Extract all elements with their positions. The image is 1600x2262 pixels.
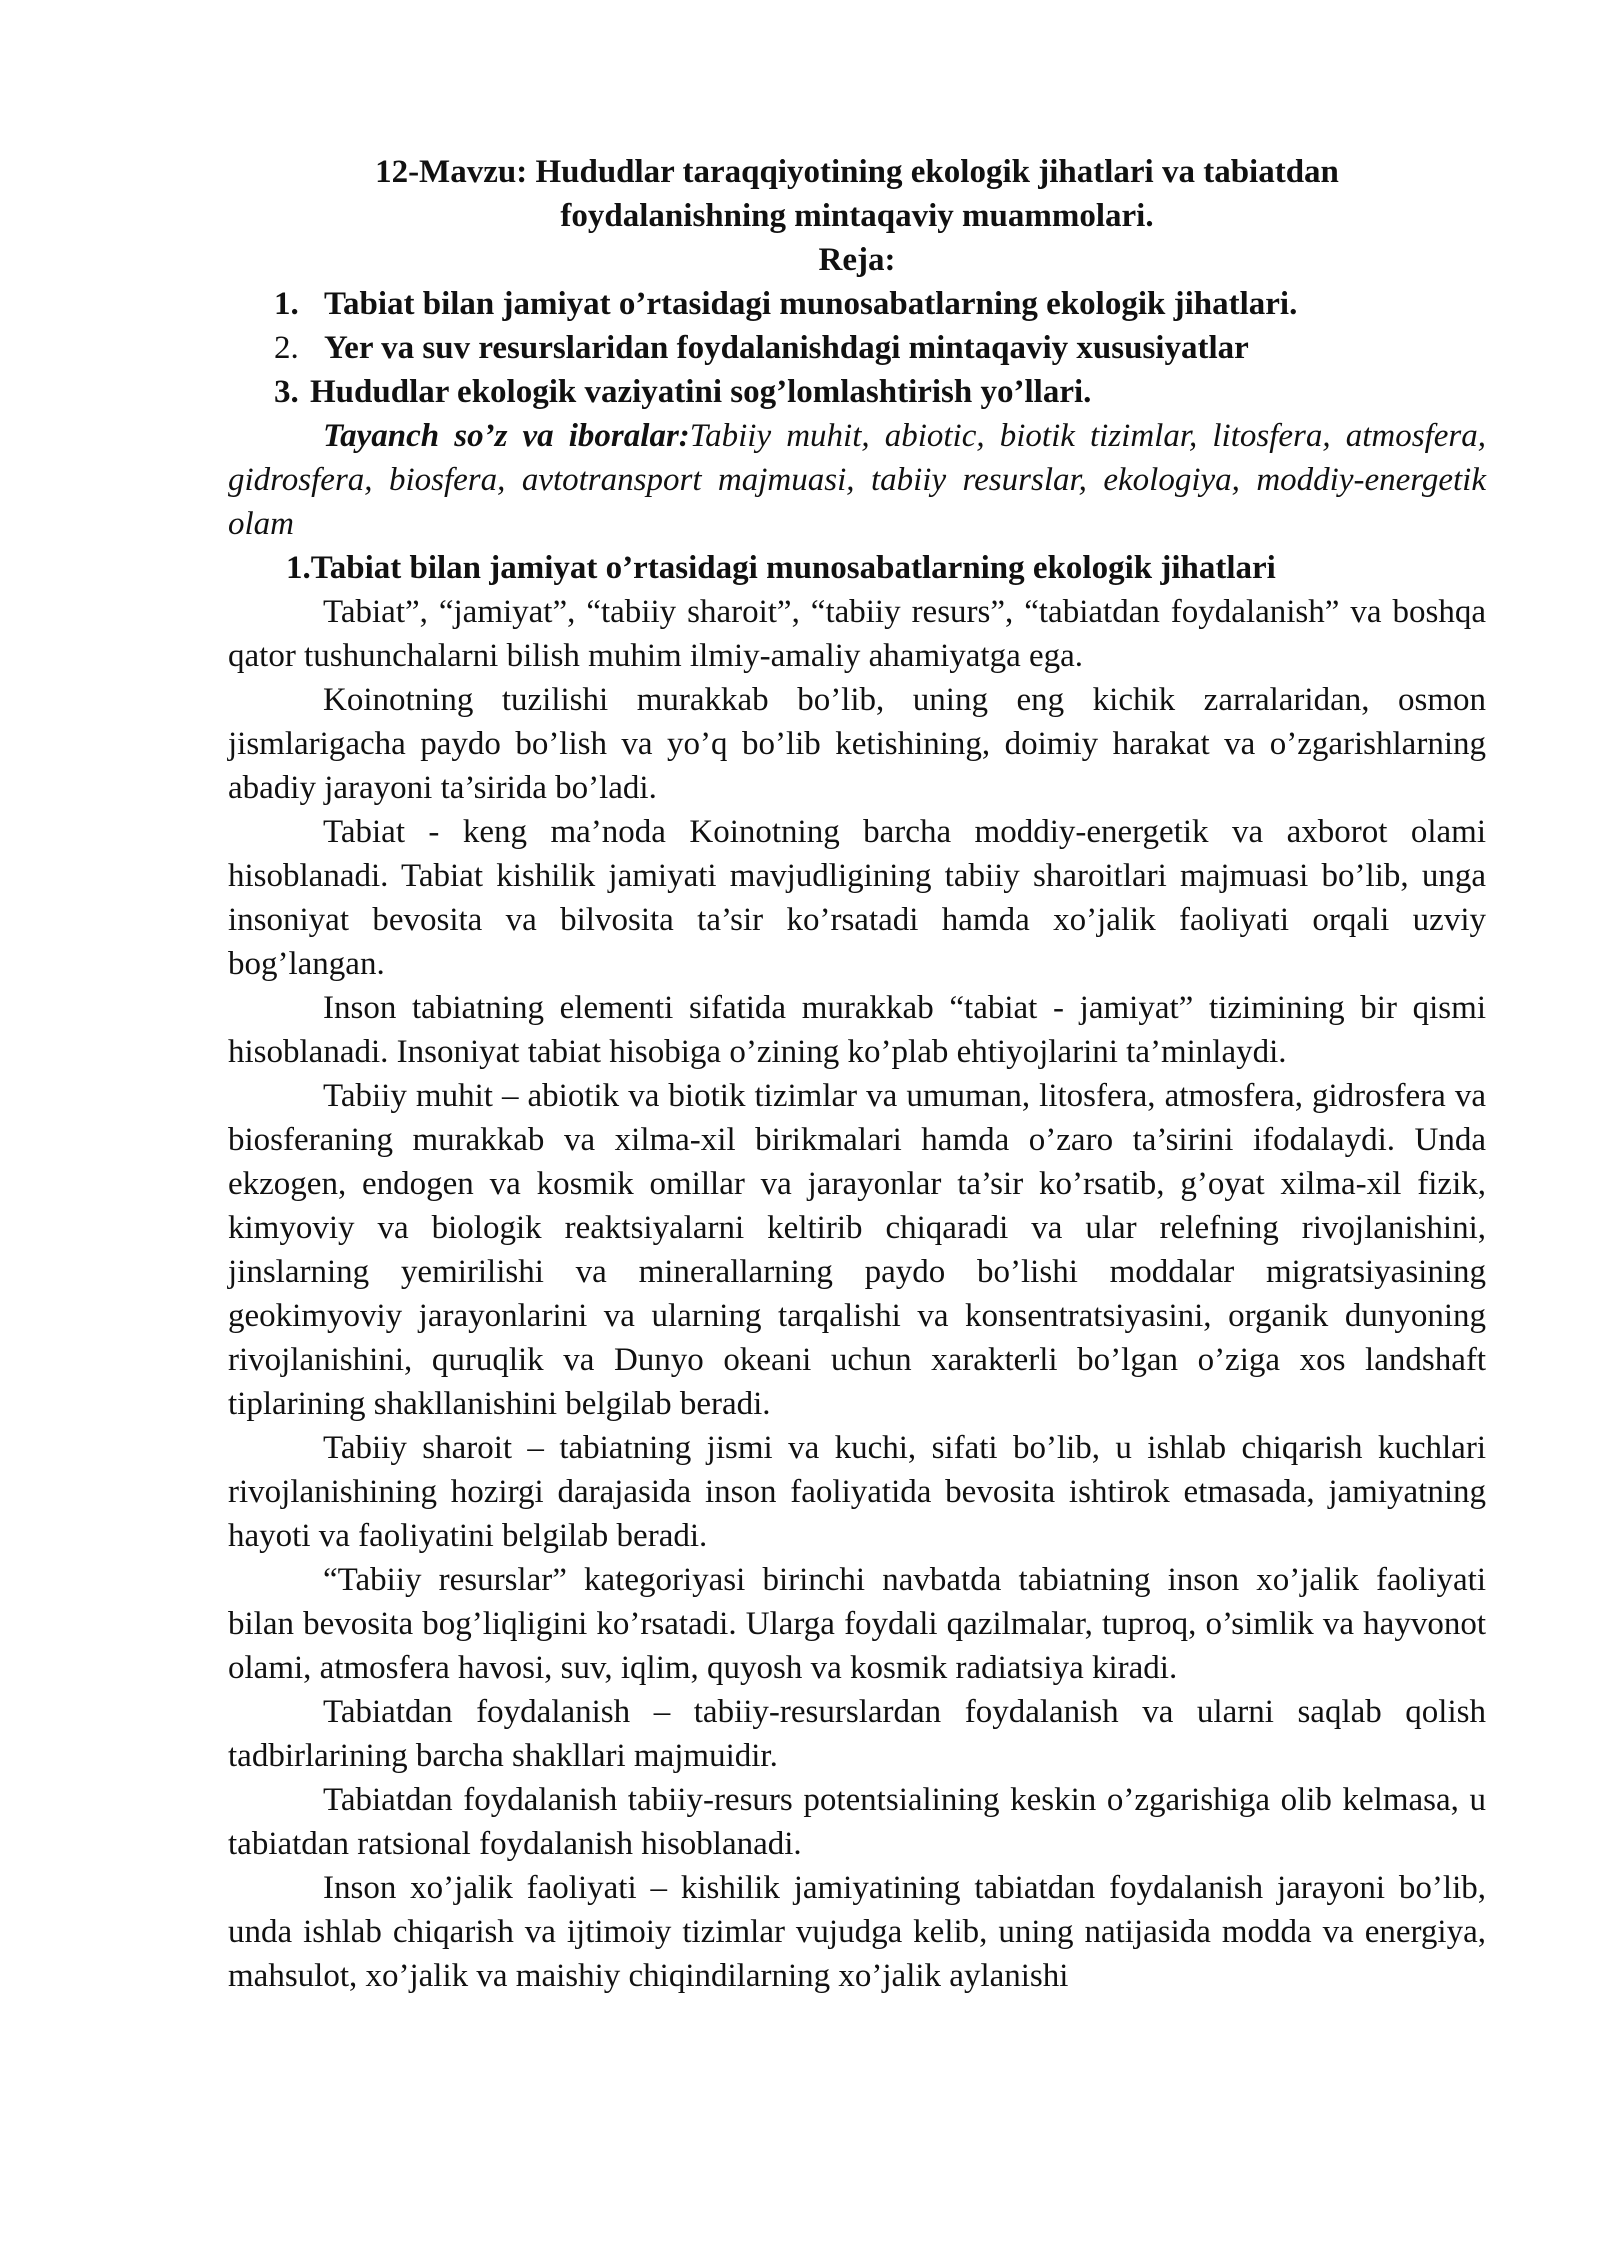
plan-item-number: 3. bbox=[274, 374, 299, 410]
plan-item bbox=[274, 370, 1486, 414]
body-paragraph: “Tabiiy resurslar” kategoriyasi birinchi navbatda tabiatning inson xo’jalik faoliyati bilan bevosita bog’liqligini ko’rsatadi. Ularga foydali qazilmalar, tuproq, o’simlik va hayvonot olami, atmosfera havosi, suv, iqlim, quyosh va kosmik radiatsiya kiradi. bbox=[228, 1562, 1486, 1686]
body-paragraph: Tabiiy muhit – abiotik va biotik tizimlar va umuman, litosfera, atmosfera, gidrosfera va biosferaning murakkab va xilma-xil birikmalari hamda o’zaro ta’sirini ifodalaydi. Unda ekzogen, endogen va kosmik omillar va jarayonlar ta’sir ko’rsatib, g’oyat xilma-xil fizik, kimyoviy va biologik reaktsiyalarni keltirib chiqaradi va ular relefning rivojlanishini, jinslarning yemirilishi va minerallarning paydo bo’lishi moddalar migratsiyasining geokimyoviy jarayonlarini va ularning tarqalishi va konsentratsiyasini, organik dunyoning rivojlanishini, quruqlik va Dunyo okeani uchun xarakterli bo’lgan o’ziga xos landshaft tiplarining shakllanishini belgilab beradi. bbox=[228, 1078, 1486, 1422]
section-heading: 1.Tabiat bilan jamiyat o’rtasidagi munosabatlarning ekologik jihatlari bbox=[286, 550, 1276, 586]
plan-item-text: Hududlar ekologik vaziyatini sog’lomlashtirish yo’llari. bbox=[310, 374, 1092, 410]
body-paragraph: Inson tabiatning elementi sifatida murakkab “tabiat - jamiyat” tizimining bir qismi hisoblanadi. Insoniyat tabiat hisobiga o’zining ko’plab ehtiyojlarini ta’minlaydi. bbox=[228, 990, 1486, 1070]
plan-item-text: Yer va suv resurslaridan foydalanishdagi mintaqaviy xususiyatlar bbox=[324, 330, 1249, 366]
body-paragraph: Tabiatdan foydalanish – tabiiy-resurslardan foydalanish va ularni saqlab qolish tadbirlarining barcha shakllari majmuidir. bbox=[228, 1694, 1486, 1774]
body-paragraph: Inson xo’jalik faoliyati – kishilik jamiyatining tabiatdan foydalanish jarayoni bo’lib, unda ishlab chiqarish va ijtimoiy tizimlar vujudga kelib, uning natijasida modda va energiya, mahsulot, xo’jalik va maishiy chiqindilarning xo’jalik aylanishi bbox=[228, 1870, 1486, 1994]
body-paragraph: Tabiatdan foydalanish tabiiy-resurs potentsialining keskin o’zgarishiga olib kelmasa, u tabiatdan ratsional foydalanish hisoblanadi. bbox=[228, 1782, 1486, 1862]
document-page bbox=[228, 150, 1486, 1998]
plan-item-number: 2. bbox=[274, 330, 299, 366]
body-paragraph: Tabiiy sharoit – tabiatning jismi va kuchi, sifati bo’lib, u ishlab chiqarish kuchlari rivojlanishining hozirgi darajasida inson faoliyatida bevosita ishtirok etmasada, jamiyatning hayoti va faoliyatini belgilab beradi. bbox=[228, 1430, 1486, 1554]
keywords-label: Tayanch so’z va iboralar: bbox=[323, 418, 690, 454]
keywords-paragraph bbox=[228, 414, 1486, 546]
body-paragraph: Tabiat”, “jamiyat”, “tabiiy sharoit”, “tabiiy resurs”, “tabiatdan foydalanish” va boshqa qator tushunchalarni bilish muhim ilmiy-amaliy ahamiyatga ega. bbox=[228, 594, 1486, 674]
keywords-text: Tabiiy muhit, abiotic, biotik tizimlar, litosfera, atmosfera, gidrosfera, biosfera, avtotransport majmuasi, tabiiy resurslar, ekologiya, moddiy-energetik olam bbox=[228, 418, 1486, 542]
plan-item bbox=[274, 326, 1486, 370]
body-paragraph: Tabiat - keng ma’noda Koinotning barcha moddiy-energetik va axborot olami hisoblanadi. Tabiat kishilik jamiyati mavjudligining tabiiy sharoitlari majmuasi bo’lib, unga insoniyat bevosita va bilvosita ta’sir ko’rsatadi hamda xo’jalik faoliyati orqali uzviy bog’langan. bbox=[228, 814, 1486, 982]
plan-list bbox=[228, 282, 1486, 414]
body-paragraph: Koinotning tuzilishi murakkab bo’lib, uning eng kichik zarralaridan, osmon jismlarigacha paydo bo’lish va yo’q bo’lib ketishining, doimiy harakat va o’zgarishlarning abadiy jarayoni ta’sirida bo’ladi. bbox=[228, 682, 1486, 806]
plan-item-number: 1. bbox=[274, 286, 299, 322]
plan-item bbox=[274, 282, 1486, 326]
plan-item-text: Tabiat bilan jamiyat o’rtasidagi munosabatlarning ekologik jihatlari. bbox=[324, 286, 1298, 322]
document-title: 12-Mavzu: Hududlar taraqqiyotining ekologik jihatlari va tabiatdan foydalanishning mintaqaviy muammolari. bbox=[375, 154, 1339, 234]
plan-heading: Reja: bbox=[818, 242, 896, 278]
